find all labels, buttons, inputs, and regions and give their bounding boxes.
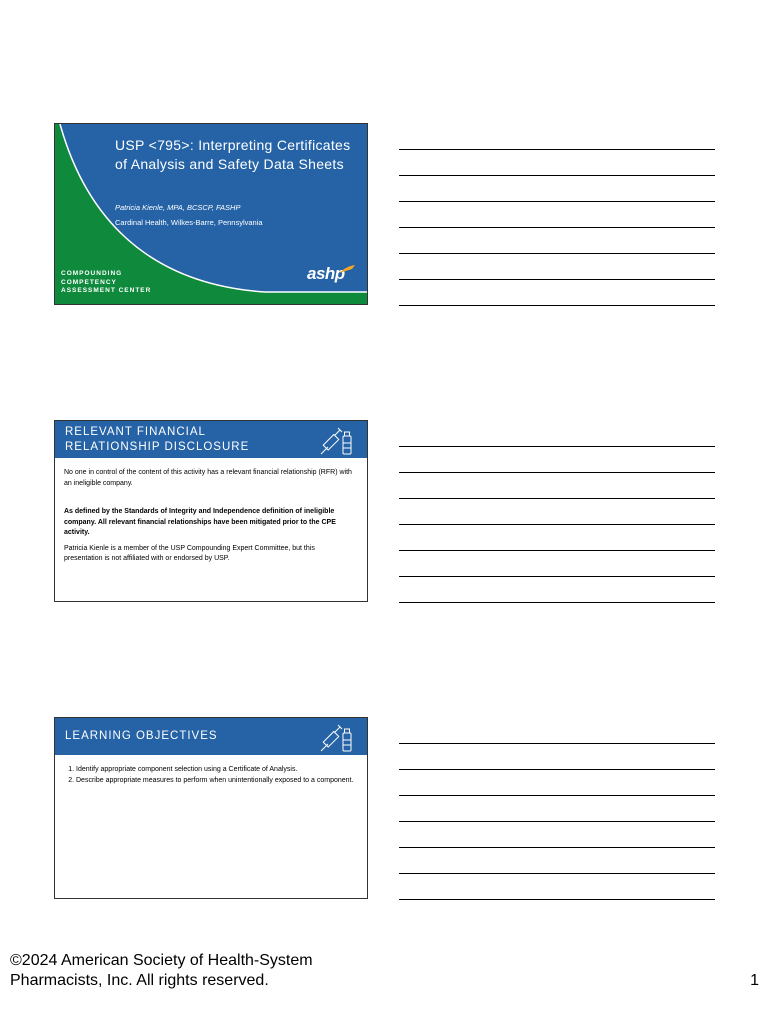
ashp-logo-swoosh-icon	[337, 264, 357, 274]
copyright-line: Pharmacists, Inc. All rights reserved.	[10, 972, 269, 989]
note-line	[399, 847, 715, 848]
disclosure-slide	[54, 420, 368, 602]
slide-affiliation: Cardinal Health, Wilkes-Barre, Pennsylvania	[115, 218, 263, 227]
badge-line: ASSESSMENT CENTER	[61, 287, 152, 295]
ashp-logo: ashp	[307, 264, 345, 283]
disclosure-paragraph: No one in control of the content of this activity has a relevant financial relationship (RFR) with an ineligible company.	[64, 469, 352, 487]
note-line	[399, 873, 715, 874]
slide-title-line: RELATIONSHIP DISCLOSURE	[65, 440, 250, 453]
note-line	[399, 227, 715, 228]
note-line	[399, 446, 715, 447]
note-line	[399, 795, 715, 796]
slide-body	[64, 765, 354, 786]
note-line	[399, 576, 715, 577]
note-line	[399, 602, 715, 603]
slide-header	[55, 421, 368, 458]
slide-title: USP <795>: Interpreting Certificates of Analysis and Safety Data Sheets	[115, 137, 351, 172]
slide-title	[65, 425, 249, 454]
note-line	[399, 899, 715, 900]
note-line	[399, 279, 715, 280]
title-slide	[54, 123, 368, 305]
learning-objectives-slide	[54, 717, 368, 899]
note-line	[399, 149, 715, 150]
page-number: 1	[750, 972, 759, 989]
badge-line: COMPETENCY	[61, 278, 117, 286]
slide-title: LEARNING OBJECTIVES	[65, 730, 218, 742]
slide-title-line: RELEVANT FINANCIAL	[65, 426, 206, 438]
badge-line: COMPOUNDING	[61, 270, 123, 277]
note-line	[399, 175, 715, 176]
note-line	[399, 821, 715, 822]
note-line	[399, 201, 715, 202]
copyright-footer	[10, 951, 313, 991]
copyright-line: ©2024 American Society of Health-System	[10, 952, 313, 969]
note-line	[399, 524, 715, 525]
note-line	[399, 253, 715, 254]
objective-item: 1. Identify appropriate component selection using a Certificate of Analysis.	[76, 765, 354, 776]
note-line	[399, 769, 715, 770]
slide-header	[55, 718, 368, 755]
syringe-vial-icon	[317, 720, 353, 754]
disclosure-paragraph-bold: As defined by the Standards of Integrity and Independence definition of ineligible company. All relevant financial relationships have been mitigated prior to the CPE activity.	[64, 508, 336, 536]
compounding-center-badge	[61, 270, 151, 296]
note-line	[399, 498, 715, 499]
note-line	[399, 550, 715, 551]
note-line	[399, 305, 715, 306]
slide-author: Patricia Kienle, MPA, BCSCP, FASHP	[115, 203, 241, 212]
objective-item: 2. Describe appropriate measures to perform when unintentionally exposed to a component.	[76, 776, 354, 787]
note-line	[399, 743, 715, 744]
disclosure-paragraph: Patricia Kienle is a member of the USP Compounding Expert Committee, but this presentation is not affiliated with or endorsed by USP.	[64, 544, 315, 562]
objectives-list	[64, 765, 354, 786]
note-line	[399, 472, 715, 473]
syringe-vial-icon	[317, 423, 353, 457]
slide-body	[64, 468, 354, 574]
